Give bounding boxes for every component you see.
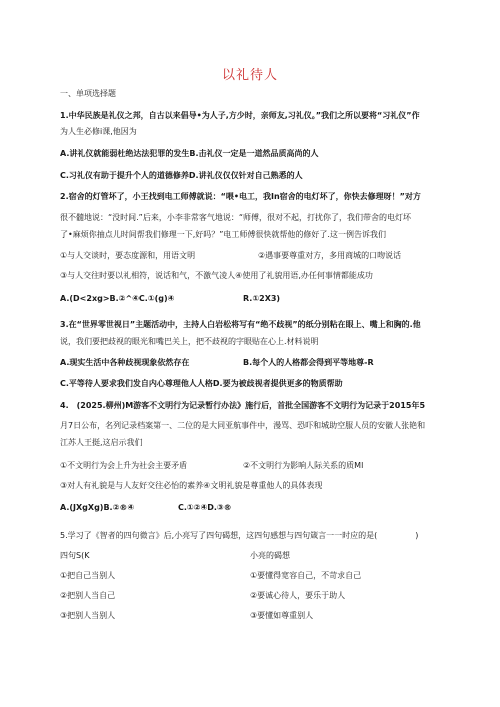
q2-stem-line-3: 了•麻烦你抽点儿时间帮我们修理一下,好吗？”电工师傅很快就帮他的修好了.这一例告诉我们: [60, 230, 386, 239]
q3-stem-line-1: 3.在“世界零世视日”主题活动中，主持人白岩松将写有“绝不歧视”的纸分别粘在眼上、嘴上和胸的.他: [60, 320, 421, 329]
q5-paren-close: ): [415, 531, 419, 540]
q2-item-1: ①与人交谈时，要态度源和，用语文明: [60, 251, 196, 260]
q1-stem-line-2: 为人生必修i课,他因为: [60, 127, 137, 136]
q1-option-c-d: C.习礼仪有助于提升个人的道德修养D.讲礼仪仅仅针对自己熟悉的人: [60, 171, 303, 180]
q5-column-head-left: 四句S(K: [60, 551, 90, 560]
document-title: 以礼待人: [221, 68, 278, 83]
q2-stem-line-2: 很不髓地说：“没时间.”后来，小李非常客气地说：“师傅，很对不起，打扰你了，我们带舍的电灯坏: [60, 213, 411, 222]
q1-option-a-b: A.讲礼仪就能弱杜绝达法犯罪的发生B.击礼仪一定是一道然品质高尚的人: [60, 149, 319, 158]
q2-item-2: ②遇事要尊重对方，多用商城的口吻说话: [258, 251, 402, 260]
q5-stem: [60, 530, 418, 541]
q3-stem-line-2: 说，我们要把歧视的眼光和嘴巴关上，把不歧视的字眼贴在心上.材料说明: [60, 337, 319, 346]
q4-item-2: ②不文明行为影响人际关系的质Ml: [243, 461, 364, 470]
q2-answer-options-abc: A.(D<2xg>B.②^④C.①(g)④: [60, 294, 175, 303]
q5-column-head-right: 小亮的碣想: [250, 551, 290, 560]
q4-answer-options-cd: C.①②④D.③®: [178, 503, 232, 512]
section-heading: 一、单项选择题: [60, 89, 116, 98]
q4-stem-line-1: 4. (2025.柳州)M游客不文明行为记录暂行办法》施行后，首批全国游客不文明行为记录于2015年5: [60, 401, 426, 410]
q4-stem-line-3: 江苏人王挺,这启示我们: [60, 438, 143, 447]
q4-item-3-4: ③对人有礼貌是与人友好交往必怡的素养④文明礼貌是尊重他人的具体表现: [60, 481, 323, 490]
q4-stem-line-2: 月7日公布，名列记录档案第一、二位的是大同亚航事件中，漫骂、恐吓和城助空服人员的安徽人张艳和: [60, 421, 426, 430]
q1-stem-line-1: 1.中华民族是礼仪之邦，自古以来倡导•为人子,方少时，亲师友,习礼仪。”我们之所以要将“习礼仪”作: [60, 111, 420, 120]
q2-item-3-4: ③与人交往时要以礼相符，说话和气，不激气凌人④使用了礼貌用语,办任何事情都能成功: [60, 271, 373, 280]
q5-row-1-left: ①把自己当别人: [60, 571, 116, 580]
q5-row-2-right: ②要诚心待人，要乐于助人: [250, 591, 346, 600]
q5-row-3-left: ③把别人当别人: [60, 611, 116, 620]
q5-stem-text: 5.学习了《智者的四句微言》后,小亮写了四句碣想，这四句感想与四句箴言一一时应的是(: [60, 531, 378, 540]
q4-item-1: ①不文明行为会上升为社会主要矛盾: [60, 461, 188, 470]
q5-row-2-left: ②把别人当自己: [60, 591, 116, 600]
q5-row-1-right: ①要懂得宽容自己，不苛求自己: [250, 571, 362, 580]
q3-option-c-d: C.平等待人要求我们发自内心尊理他人人格D.要为被歧视者提供更多的物质帮助: [60, 379, 343, 388]
q5-row-3-right: ③要懂如尊重别人: [250, 611, 314, 620]
q4-answer-options-ab: A.(JXgXg)B.②®④: [60, 503, 135, 512]
q2-stem-line-1: 2.宿舍的灯管坏了，小王找到电工师傅就说：“喂•电工，我In宿舍的电灯坏了，你快去修理呀！”对方: [60, 192, 421, 201]
q2-answer-option-d: R.①2X3): [243, 294, 281, 303]
q3-option-b: B.每个人的人格都会得到平等地尊-R: [243, 358, 374, 367]
q3-option-a: A.现实生活中各种歧视现象依然存在: [60, 358, 190, 367]
